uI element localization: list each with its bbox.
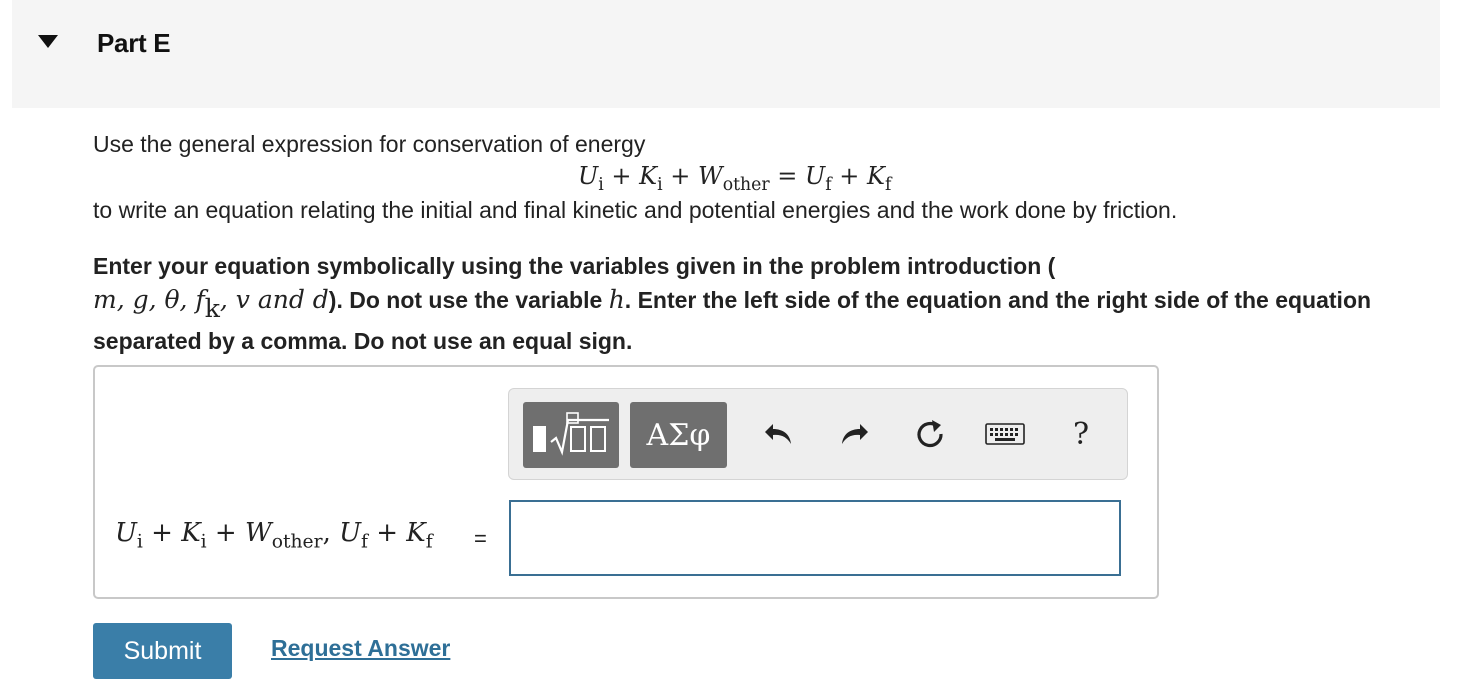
energy-equation: $U_i + K_i + W_{other} = U_f + K_f$ (578, 162, 892, 196)
keyboard-icon[interactable] (985, 414, 1025, 454)
collapse-caret-icon[interactable] (38, 35, 58, 48)
equals-sign: = (474, 526, 487, 551)
request-answer-link[interactable]: Request Answer (271, 635, 451, 661)
symbols-button[interactable]: ΑΣφ (630, 402, 727, 468)
part-header[interactable] (12, 0, 1440, 108)
instructions: Enter your equation symbolically using the variables given in the problem introduction ( m, g, θ, fk, v and d). Do not use the variable h. Enter the left side of the equation and the right side of the equation separated by a comma. Do not use an equal sign. (93, 253, 1372, 354)
undo-icon[interactable] (759, 414, 799, 454)
reset-icon[interactable] (910, 414, 950, 454)
math-toolbar (508, 388, 1128, 480)
submit-button[interactable]: Submit (93, 623, 232, 679)
templates-icon[interactable] (523, 402, 619, 468)
prompt-intro: Use the general expression for conservation of energy (93, 131, 646, 157)
redo-icon[interactable] (834, 414, 874, 454)
answer-label: $U_i + K_i + W_{other}$, $U_f + K_f$ (115, 518, 433, 553)
part-title: Part E (97, 28, 171, 58)
answer-input[interactable] (509, 500, 1121, 576)
help-icon[interactable]: ? (1072, 416, 1090, 452)
prompt-after: to write an equation relating the initial and final kinetic and potential energies and the work done by friction. (93, 197, 1178, 223)
